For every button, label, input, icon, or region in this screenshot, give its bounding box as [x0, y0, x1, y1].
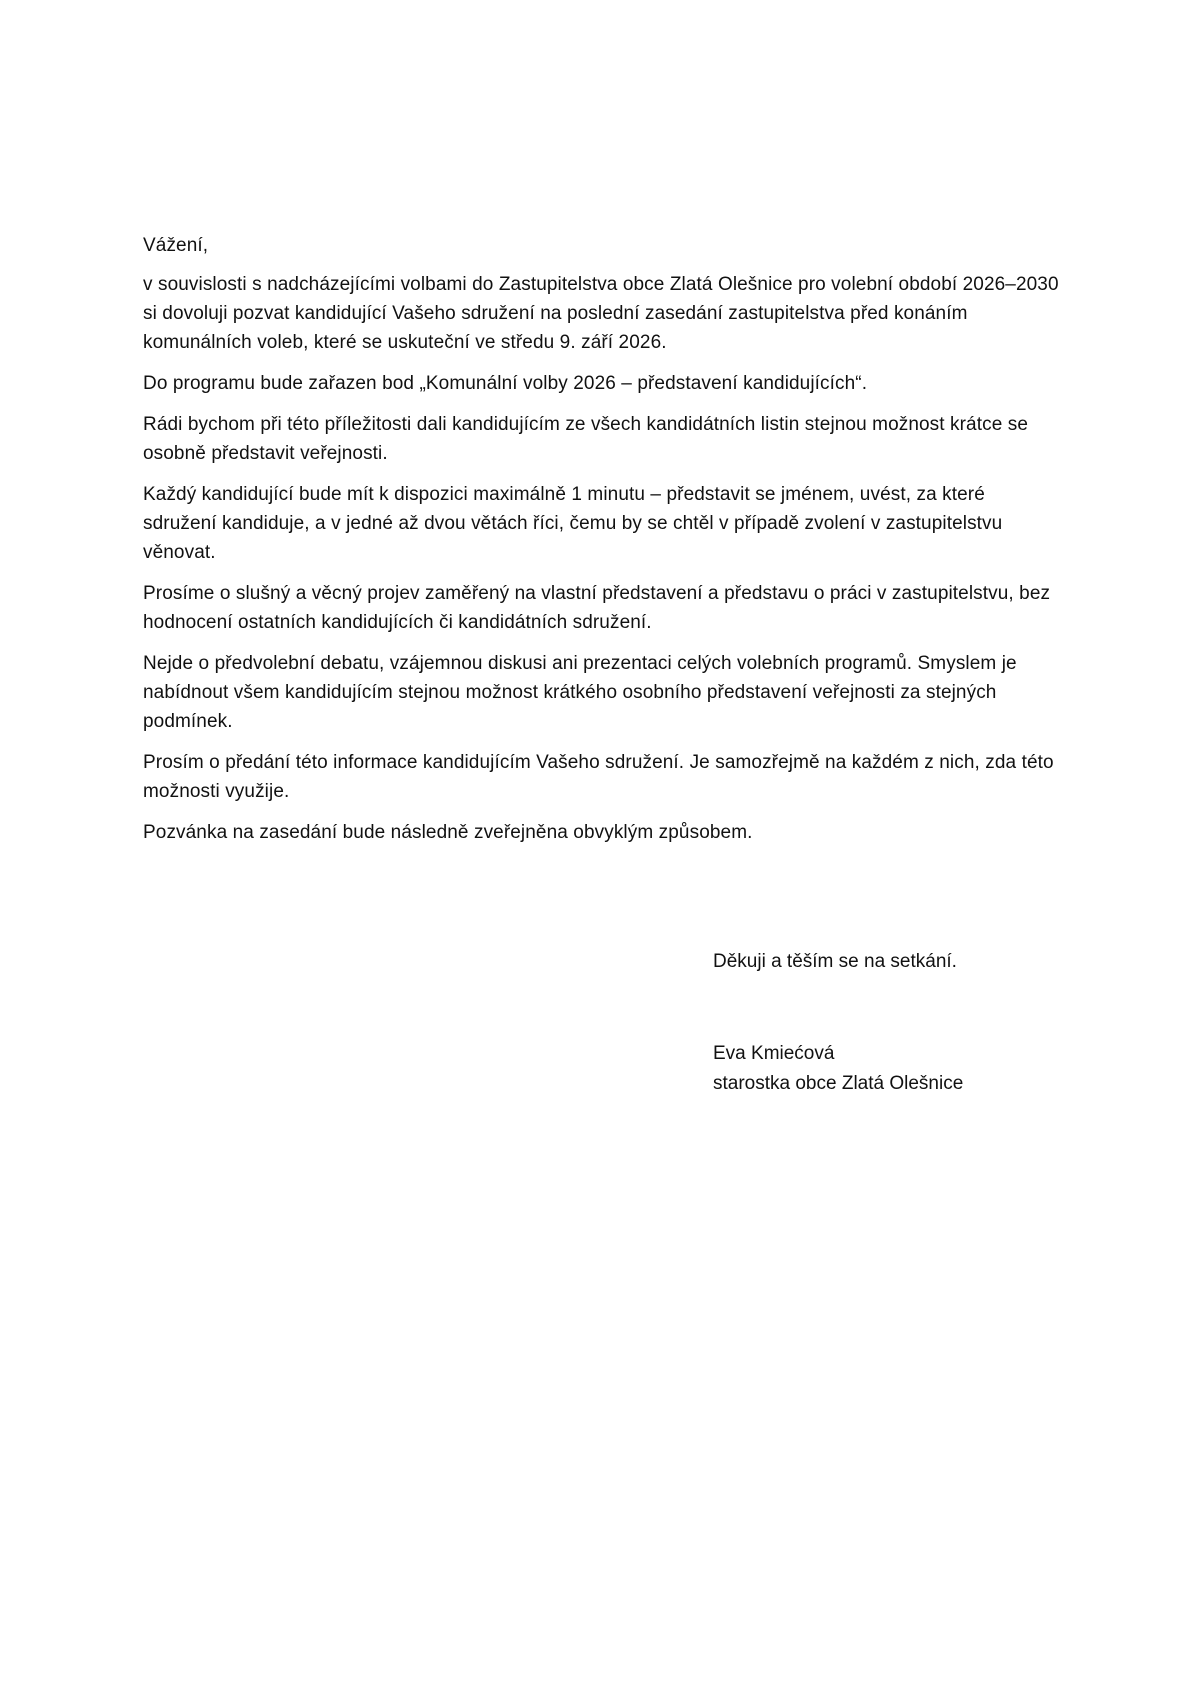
paragraph-time-limit: Každý kandidující bude mít k dispozici maximálně 1 minutu – představit se jménem, uvést, za které sdružení kandiduje, a v jedné až dvou větách říci, čemu by se chtěl v případě zvolení v zastupitelstvu věnovat. — [143, 484, 1003, 563]
signatory-title: starostka obce Zlatá Olešnice — [713, 1073, 964, 1094]
signatory-name: Eva Kmiećová — [713, 1043, 835, 1064]
paragraph-purpose: Nejde o předvolební debatu, vzájemnou diskusi ani prezentaci celých volebních programů. Smyslem je nabídnout všem kandidujícím stejnou možnost krátkého osobního představení veřejnosti za stejných podmínek. — [143, 653, 1017, 732]
paragraph-intro: v souvislosti s nadcházejícími volbami do Zastupitelstva obce Zlatá Olešnice pro volební období 2026–2030 si dovoluji pozvat kandidující Vašeho sdružení na poslední zasedání zastupitelstva před konáním komunálních voleb, které se uskuteční ve středu 9. září 2026. — [143, 274, 1059, 353]
closing-line: Děkuji a těším se na setkání. — [713, 951, 957, 972]
paragraph-conduct: Prosíme o slušný a věcný projev zaměřený na vlastní představení a představu o práci v zastupitelstvu, bez hodnocení ostatních kandidujících či kandidátních sdružení. — [143, 583, 1051, 633]
paragraph-invitation-note: Pozvánka na zasedání bude následně zveřejněna obvyklým způsobem. — [143, 822, 753, 843]
paragraph-request: Prosím o předání této informace kandidujícím Vašeho sdružení. Je samozřejmě na každém z nich, zda této možnosti využije. — [143, 752, 1054, 802]
paragraph-opportunity: Rádi bychom při této příležitosti dali kandidujícím ze všech kandidátních listin stejnou možnost krátce se osobně představit veřejnosti. — [143, 414, 1029, 464]
salutation: Vážení, — [143, 235, 209, 256]
letter-body — [143, 231, 1063, 859]
paragraph-program-item: Do programu bude zařazen bod „Komunální volby 2026 – představení kandidujících“. — [143, 373, 868, 394]
signature-block — [713, 1039, 963, 1099]
